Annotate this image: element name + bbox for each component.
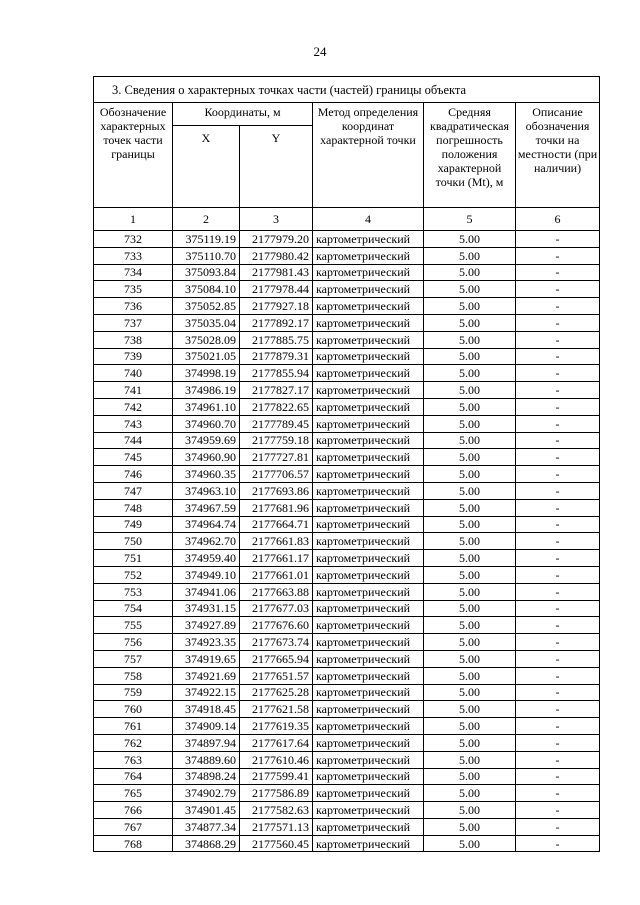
coord-y: 2177673.74 xyxy=(240,634,313,651)
point-number: 766 xyxy=(94,802,173,819)
table-row xyxy=(94,802,600,819)
coord-y: 2177582.63 xyxy=(240,802,313,819)
description: - xyxy=(516,667,600,684)
point-number: 740 xyxy=(94,365,173,382)
method: картометрический xyxy=(313,331,424,348)
coord-y: 2177625.28 xyxy=(240,684,313,701)
coord-y: 2177619.35 xyxy=(240,718,313,735)
error-mt: 5.00 xyxy=(424,835,516,852)
description: - xyxy=(516,331,600,348)
coord-y: 2177665.94 xyxy=(240,650,313,667)
description: - xyxy=(516,684,600,701)
error-mt: 5.00 xyxy=(424,684,516,701)
method: картометрический xyxy=(313,734,424,751)
error-mt: 5.00 xyxy=(424,281,516,298)
point-number: 761 xyxy=(94,718,173,735)
coord-x: 374960.35 xyxy=(173,466,240,483)
coord-y: 2177661.17 xyxy=(240,550,313,567)
coord-y: 2177885.75 xyxy=(240,331,313,348)
coord-y: 2177706.57 xyxy=(240,466,313,483)
table-row xyxy=(94,382,600,399)
coord-x: 374967.59 xyxy=(173,499,240,516)
table-row xyxy=(94,768,600,785)
boundary-points-table xyxy=(93,76,600,852)
coord-y: 2177681.96 xyxy=(240,499,313,516)
table-row xyxy=(94,482,600,499)
error-mt: 5.00 xyxy=(424,365,516,382)
method: картометрический xyxy=(313,264,424,281)
error-mt: 5.00 xyxy=(424,818,516,835)
coord-y: 2177664.71 xyxy=(240,516,313,533)
coord-y: 2177693.86 xyxy=(240,482,313,499)
description: - xyxy=(516,583,600,600)
method: картометрический xyxy=(313,499,424,516)
coord-x: 374959.69 xyxy=(173,432,240,449)
coord-y: 2177980.42 xyxy=(240,247,313,264)
table-row xyxy=(94,365,600,382)
point-number: 735 xyxy=(94,281,173,298)
error-mt: 5.00 xyxy=(424,231,516,248)
description: - xyxy=(516,785,600,802)
description: - xyxy=(516,550,600,567)
method: картометрический xyxy=(313,768,424,785)
method: картометрический xyxy=(313,247,424,264)
method: картометрический xyxy=(313,415,424,432)
table-row xyxy=(94,650,600,667)
description: - xyxy=(516,818,600,835)
point-number: 742 xyxy=(94,398,173,415)
coord-x: 374868.29 xyxy=(173,835,240,852)
table-row xyxy=(94,533,600,550)
description: - xyxy=(516,298,600,315)
error-mt: 5.00 xyxy=(424,718,516,735)
description: - xyxy=(516,533,600,550)
point-number: 737 xyxy=(94,314,173,331)
table-row xyxy=(94,499,600,516)
method: картометрический xyxy=(313,802,424,819)
error-mt: 5.00 xyxy=(424,466,516,483)
description: - xyxy=(516,835,600,852)
error-mt: 5.00 xyxy=(424,516,516,533)
table-row xyxy=(94,566,600,583)
coord-y: 2177727.81 xyxy=(240,449,313,466)
method: картометрический xyxy=(313,667,424,684)
coord-x: 374931.15 xyxy=(173,600,240,617)
error-mt: 5.00 xyxy=(424,314,516,331)
coord-x: 375028.09 xyxy=(173,331,240,348)
error-mt: 5.00 xyxy=(424,298,516,315)
method: картометрический xyxy=(313,818,424,835)
method: картометрический xyxy=(313,298,424,315)
method: картометрический xyxy=(313,617,424,634)
coord-y: 2177651.57 xyxy=(240,667,313,684)
header-error: Средняя квадратическая погрешность положения характерной точки (Mt), м xyxy=(424,103,516,208)
table-row xyxy=(94,398,600,415)
error-mt: 5.00 xyxy=(424,264,516,281)
point-number: 762 xyxy=(94,734,173,751)
table-row xyxy=(94,348,600,365)
coord-x: 375110.70 xyxy=(173,247,240,264)
header-method: Метод определения координат характерной точки xyxy=(313,103,424,208)
coord-x: 374919.65 xyxy=(173,650,240,667)
coord-x: 374922.15 xyxy=(173,684,240,701)
error-mt: 5.00 xyxy=(424,802,516,819)
method: картометрический xyxy=(313,701,424,718)
method: картометрический xyxy=(313,348,424,365)
column-number: 6 xyxy=(516,208,600,231)
header-designation: Обозначение характерных точек части границы xyxy=(94,103,173,208)
method: картометрический xyxy=(313,600,424,617)
error-mt: 5.00 xyxy=(424,634,516,651)
table-row xyxy=(94,818,600,835)
point-number: 732 xyxy=(94,231,173,248)
error-mt: 5.00 xyxy=(424,382,516,399)
coord-x: 374962.70 xyxy=(173,533,240,550)
description: - xyxy=(516,634,600,651)
error-mt: 5.00 xyxy=(424,550,516,567)
description: - xyxy=(516,499,600,516)
description: - xyxy=(516,734,600,751)
coord-y: 2177599.41 xyxy=(240,768,313,785)
table-row xyxy=(94,264,600,281)
coord-x: 374923.35 xyxy=(173,634,240,651)
table-row xyxy=(94,314,600,331)
error-mt: 5.00 xyxy=(424,583,516,600)
method: картометрический xyxy=(313,432,424,449)
table-row xyxy=(94,734,600,751)
point-number: 734 xyxy=(94,264,173,281)
point-number: 749 xyxy=(94,516,173,533)
error-mt: 5.00 xyxy=(424,600,516,617)
error-mt: 5.00 xyxy=(424,617,516,634)
table-row xyxy=(94,466,600,483)
method: картометрический xyxy=(313,533,424,550)
point-number: 763 xyxy=(94,751,173,768)
point-number: 751 xyxy=(94,550,173,567)
table-row xyxy=(94,432,600,449)
error-mt: 5.00 xyxy=(424,768,516,785)
point-number: 753 xyxy=(94,583,173,600)
table-row xyxy=(94,751,600,768)
point-number: 754 xyxy=(94,600,173,617)
description: - xyxy=(516,516,600,533)
method: картометрический xyxy=(313,482,424,499)
method: картометрический xyxy=(313,550,424,567)
coord-x: 374902.79 xyxy=(173,785,240,802)
method: картометрический xyxy=(313,314,424,331)
coord-y: 2177663.88 xyxy=(240,583,313,600)
point-number: 738 xyxy=(94,331,173,348)
coord-x: 374927.89 xyxy=(173,617,240,634)
table-row xyxy=(94,247,600,264)
method: картометрический xyxy=(313,516,424,533)
coord-x: 374998.19 xyxy=(173,365,240,382)
error-mt: 5.00 xyxy=(424,348,516,365)
description: - xyxy=(516,281,600,298)
coord-x: 375035.04 xyxy=(173,314,240,331)
description: - xyxy=(516,701,600,718)
error-mt: 5.00 xyxy=(424,398,516,415)
error-mt: 5.00 xyxy=(424,415,516,432)
description: - xyxy=(516,314,600,331)
point-number: 759 xyxy=(94,684,173,701)
method: картометрический xyxy=(313,684,424,701)
method: картометрический xyxy=(313,634,424,651)
point-number: 758 xyxy=(94,667,173,684)
coord-x: 374909.14 xyxy=(173,718,240,735)
description: - xyxy=(516,382,600,399)
point-number: 768 xyxy=(94,835,173,852)
coord-y: 2177610.46 xyxy=(240,751,313,768)
method: картометрический xyxy=(313,365,424,382)
error-mt: 5.00 xyxy=(424,331,516,348)
description: - xyxy=(516,718,600,735)
method: картометрический xyxy=(313,449,424,466)
table-row xyxy=(94,281,600,298)
point-number: 745 xyxy=(94,449,173,466)
error-mt: 5.00 xyxy=(424,667,516,684)
description: - xyxy=(516,365,600,382)
description: - xyxy=(516,600,600,617)
coord-x: 374889.60 xyxy=(173,751,240,768)
point-number: 747 xyxy=(94,482,173,499)
table-row xyxy=(94,684,600,701)
coord-y: 2177827.17 xyxy=(240,382,313,399)
coord-x: 374959.40 xyxy=(173,550,240,567)
column-number: 3 xyxy=(240,208,313,231)
error-mt: 5.00 xyxy=(424,785,516,802)
column-number: 5 xyxy=(424,208,516,231)
coord-y: 2177621.58 xyxy=(240,701,313,718)
error-mt: 5.00 xyxy=(424,482,516,499)
coord-x: 374986.19 xyxy=(173,382,240,399)
description: - xyxy=(516,466,600,483)
method: картометрический xyxy=(313,398,424,415)
method: картометрический xyxy=(313,751,424,768)
coord-y: 2177677.03 xyxy=(240,600,313,617)
coord-y: 2177617.64 xyxy=(240,734,313,751)
coord-y: 2177927.18 xyxy=(240,298,313,315)
point-number: 744 xyxy=(94,432,173,449)
description: - xyxy=(516,802,600,819)
table-row xyxy=(94,634,600,651)
description: - xyxy=(516,415,600,432)
coord-x: 374964.74 xyxy=(173,516,240,533)
point-number: 750 xyxy=(94,533,173,550)
coord-x: 374897.94 xyxy=(173,734,240,751)
section-title: 3. Сведения о характерных точках части (частей) границы объекта xyxy=(94,77,600,103)
coord-x: 375052.85 xyxy=(173,298,240,315)
point-number: 765 xyxy=(94,785,173,802)
coord-y: 2177979.20 xyxy=(240,231,313,248)
table-row xyxy=(94,231,600,248)
coord-x: 375021.05 xyxy=(173,348,240,365)
coord-y: 2177879.31 xyxy=(240,348,313,365)
method: картометрический xyxy=(313,566,424,583)
point-number: 746 xyxy=(94,466,173,483)
point-number: 741 xyxy=(94,382,173,399)
table-row xyxy=(94,718,600,735)
header-x: X xyxy=(173,126,240,208)
description: - xyxy=(516,751,600,768)
point-number: 767 xyxy=(94,818,173,835)
method: картометрический xyxy=(313,785,424,802)
error-mt: 5.00 xyxy=(424,751,516,768)
method: картометрический xyxy=(313,231,424,248)
coord-x: 375119.19 xyxy=(173,231,240,248)
error-mt: 5.00 xyxy=(424,499,516,516)
point-number: 760 xyxy=(94,701,173,718)
header-y: Y xyxy=(240,126,313,208)
point-number: 743 xyxy=(94,415,173,432)
table-row xyxy=(94,785,600,802)
column-number: 4 xyxy=(313,208,424,231)
error-mt: 5.00 xyxy=(424,734,516,751)
coord-x: 374941.06 xyxy=(173,583,240,600)
error-mt: 5.00 xyxy=(424,247,516,264)
method: картометрический xyxy=(313,583,424,600)
table-row xyxy=(94,835,600,852)
column-number: 2 xyxy=(173,208,240,231)
table-row xyxy=(94,449,600,466)
coord-y: 2177560.45 xyxy=(240,835,313,852)
coord-x: 374901.45 xyxy=(173,802,240,819)
error-mt: 5.00 xyxy=(424,566,516,583)
description: - xyxy=(516,247,600,264)
error-mt: 5.00 xyxy=(424,533,516,550)
coord-y: 2177822.65 xyxy=(240,398,313,415)
table-row xyxy=(94,516,600,533)
coord-y: 2177978.44 xyxy=(240,281,313,298)
page-number: 24 xyxy=(313,44,327,59)
description: - xyxy=(516,617,600,634)
coord-x: 374898.24 xyxy=(173,768,240,785)
table-row xyxy=(94,600,600,617)
column-number: 1 xyxy=(94,208,173,231)
description: - xyxy=(516,398,600,415)
header-description: Описание обозначения точки на местности (при наличии) xyxy=(516,103,600,208)
description: - xyxy=(516,231,600,248)
coord-y: 2177855.94 xyxy=(240,365,313,382)
table-body xyxy=(94,231,600,852)
table-row xyxy=(94,667,600,684)
method: картометрический xyxy=(313,382,424,399)
coord-x: 374961.10 xyxy=(173,398,240,415)
coord-y: 2177661.01 xyxy=(240,566,313,583)
coord-y: 2177571.13 xyxy=(240,818,313,835)
header-coordinates: Координаты, м xyxy=(173,103,313,126)
coord-y: 2177892.17 xyxy=(240,314,313,331)
table-row xyxy=(94,583,600,600)
coord-x: 374949.10 xyxy=(173,566,240,583)
description: - xyxy=(516,432,600,449)
method: картометрический xyxy=(313,466,424,483)
method: картометрический xyxy=(313,718,424,735)
coord-x: 374960.90 xyxy=(173,449,240,466)
description: - xyxy=(516,449,600,466)
coord-x: 374960.70 xyxy=(173,415,240,432)
table-row xyxy=(94,701,600,718)
point-number: 756 xyxy=(94,634,173,651)
description: - xyxy=(516,482,600,499)
method: картометрический xyxy=(313,835,424,852)
error-mt: 5.00 xyxy=(424,701,516,718)
error-mt: 5.00 xyxy=(424,650,516,667)
point-number: 736 xyxy=(94,298,173,315)
coord-y: 2177586.89 xyxy=(240,785,313,802)
description: - xyxy=(516,768,600,785)
point-number: 739 xyxy=(94,348,173,365)
table-row xyxy=(94,298,600,315)
coord-x: 375093.84 xyxy=(173,264,240,281)
coord-x: 374963.10 xyxy=(173,482,240,499)
description: - xyxy=(516,650,600,667)
point-number: 764 xyxy=(94,768,173,785)
table-row xyxy=(94,617,600,634)
coord-x: 375084.10 xyxy=(173,281,240,298)
coord-x: 374877.34 xyxy=(173,818,240,835)
coord-x: 374918.45 xyxy=(173,701,240,718)
point-number: 748 xyxy=(94,499,173,516)
point-number: 752 xyxy=(94,566,173,583)
point-number: 757 xyxy=(94,650,173,667)
error-mt: 5.00 xyxy=(424,432,516,449)
description: - xyxy=(516,264,600,281)
method: картометрический xyxy=(313,650,424,667)
description: - xyxy=(516,348,600,365)
coord-y: 2177981.43 xyxy=(240,264,313,281)
coord-y: 2177661.83 xyxy=(240,533,313,550)
coord-y: 2177789.45 xyxy=(240,415,313,432)
coord-y: 2177759.18 xyxy=(240,432,313,449)
point-number: 733 xyxy=(94,247,173,264)
table-row xyxy=(94,550,600,567)
coord-y: 2177676.60 xyxy=(240,617,313,634)
table-row xyxy=(94,331,600,348)
method: картометрический xyxy=(313,281,424,298)
description: - xyxy=(516,566,600,583)
coord-x: 374921.69 xyxy=(173,667,240,684)
error-mt: 5.00 xyxy=(424,449,516,466)
point-number: 755 xyxy=(94,617,173,634)
table-row xyxy=(94,415,600,432)
